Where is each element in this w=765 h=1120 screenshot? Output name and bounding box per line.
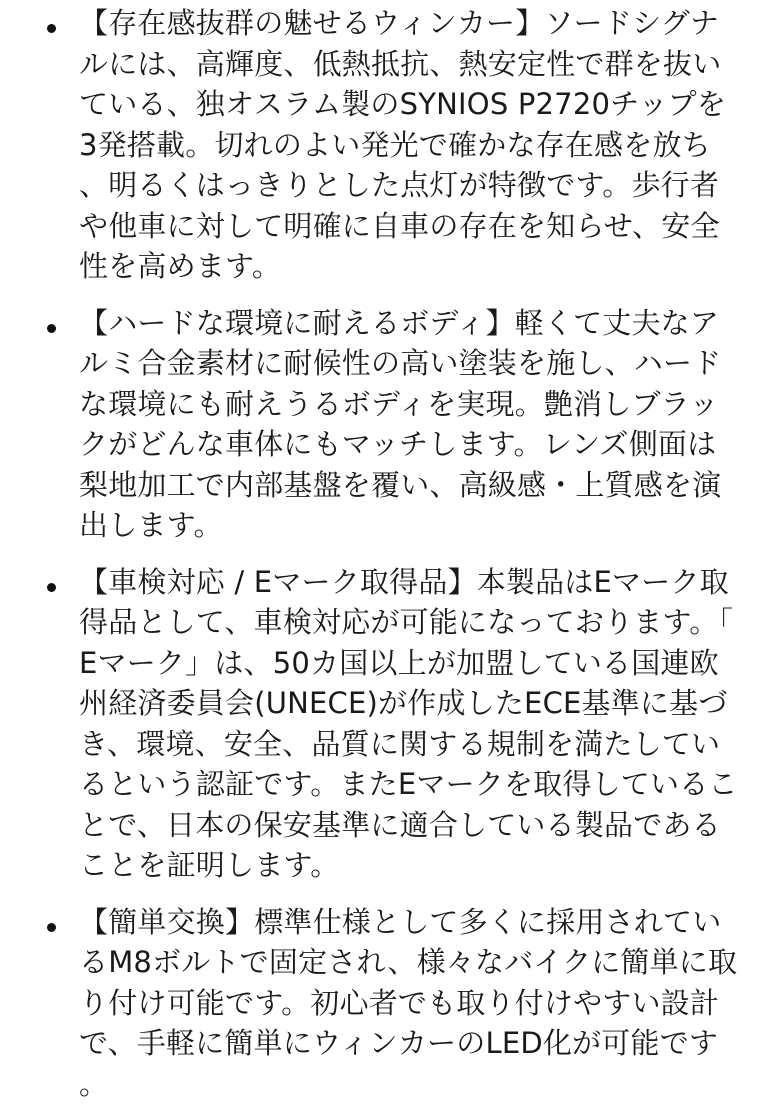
bullet-icon [47, 324, 56, 333]
feature-text: 【簡単交換】標準仕様として多くに採用されているM8ボルトで固定され、様々なバイクに簡単に取り付け可能です。初心者でも取り付けやすい設計で、手軽に簡単にウィンカーのLED化が可能です。 [79, 904, 738, 1101]
feature-text: 【車検対応 / Eマーク取得品】本製品はEマーク取得品として、車検対応が可能になっております。「Eマーク」は、50カ国以上が加盟している国連欧州経済委員会(UNECE)が作成したECE基準に基づき、環境、安全、品質に関する規制を満たしているという認証です。またEマークを取得していることで、日本の保安基準に適合している製品であることを証明します。 [79, 564, 738, 882]
feature-item-presence [0, 3, 765, 287]
bullet-icon [47, 583, 56, 592]
feature-item-install [0, 902, 765, 1105]
bullet-icon [47, 24, 56, 33]
bullet-icon [47, 923, 56, 932]
feature-item-inspection [0, 562, 765, 886]
feature-text: 【ハードな環境に耐えるボディ】軽くて丈夫なアルミ合金素材に耐候性の高い塗装を施し、ハードな環境にも耐えうるボディを実現。艶消しブラックがどんな車体にもマッチします。レンズ側面は梨地加工で内部基盤を覆い、高級感・上質感を演出します。 [79, 305, 722, 542]
feature-list [0, 3, 765, 1120]
feature-text: 【存在感抜群の魅せるウィンカー】ソードシグナルには、高輝度、低熱抵抗、熱安定性で群を抜いている、独オスラム製のSYNIOS P2720チップを3発搭載。切れのよい発光で確かな存在感を放ち、明るくはっきりとした点灯が特徴です。歩行者や他車に対して明確に自車の存在を知らせ、安全性を高めます。 [79, 6, 727, 283]
feature-item-body [0, 303, 765, 546]
